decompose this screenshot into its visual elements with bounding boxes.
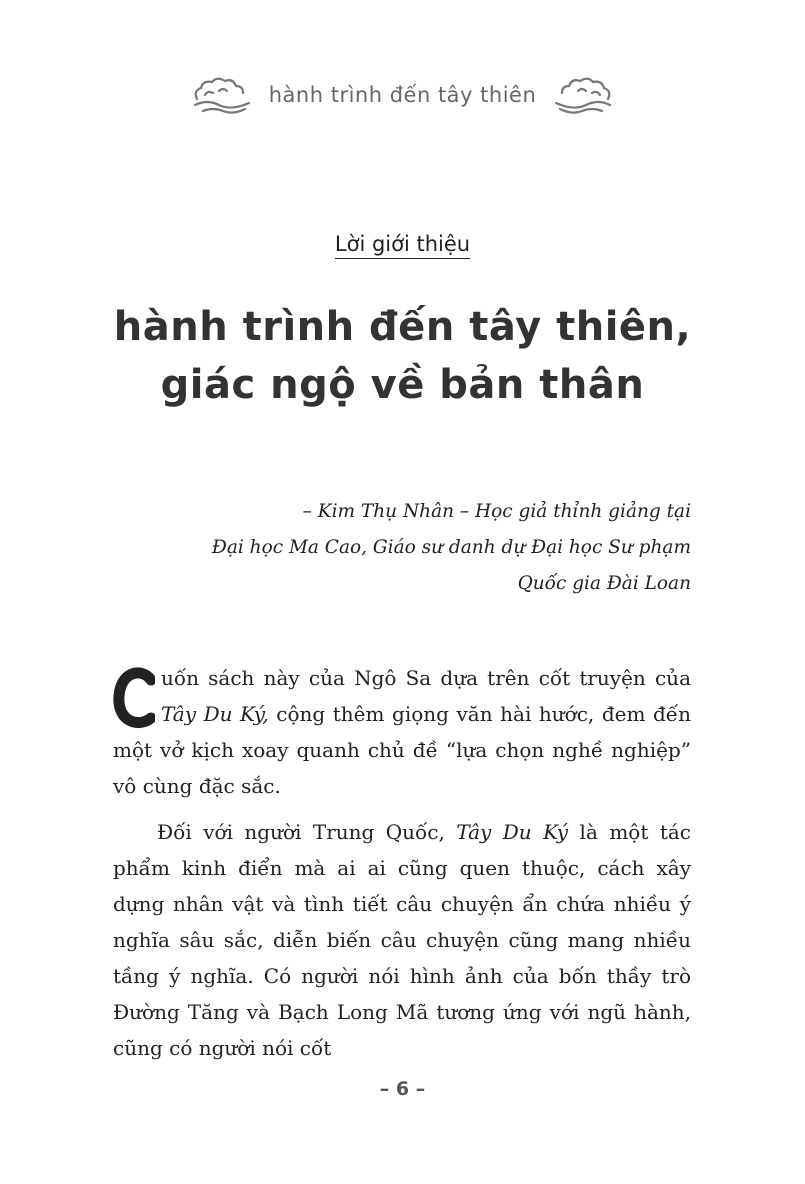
running-header (0, 70, 805, 120)
chapter-title-line-1: hành trình đến tây thiên, (113, 304, 692, 350)
paragraph-2 (113, 814, 691, 1066)
header-title: hành trình đến tây thiên (268, 83, 537, 107)
chapter-title-line-2: giác ngộ về bản thân (160, 362, 645, 408)
chapter-title (0, 298, 805, 414)
section-label-text: Lời giới thiệu (335, 232, 470, 259)
page-number: – 6 – (379, 1078, 426, 1100)
cloud-icon (191, 75, 255, 115)
book-title-italic: Tây Du Ký, (161, 702, 269, 726)
attribution-line-3: Quốc gia Đài Loan (517, 573, 691, 594)
paragraph-1 (113, 660, 691, 804)
paragraph-1-text-b: cộng thêm giọng văn hài hước, đem đến một vở kịch xoay quanh chủ đề “lựa chọn nghề nghiệp” vô cùng đặc sắc. (113, 702, 691, 798)
body-text (113, 660, 691, 1076)
cloud-icon (550, 75, 614, 115)
paragraph-2-text-b: là một tác phẩm kinh điển mà ai ai cũng quen thuộc, cách xây dựng nhân vật và tình tiết câu chuyện ẩn chứa nhiều ý nghĩa sâu sắc, diễn biến câu chuyện cũng mang nhiều tầng ý nghĩa. Có người nói hình ảnh của bốn thầy trò Đường Tăng và Bạch Long Mã tương ứng với ngũ hành, cũng có người nói cốt (113, 820, 691, 1060)
book-title-italic: Tây Du Ký (456, 820, 569, 844)
paragraph-1-text-a: uốn sách này của Ngô Sa dựa trên cốt truyện của (161, 666, 691, 690)
attribution-line-1: – Kim Thụ Nhân – Học giả thỉnh giảng tại (302, 501, 691, 522)
attribution-line-2: Đại học Ma Cao, Giáo sư danh dự Đại học Sư phạm (211, 537, 691, 558)
paragraph-2-text-a: Đối với người Trung Quốc, (157, 820, 457, 844)
dropcap-letter (113, 666, 155, 732)
attribution (131, 494, 691, 602)
section-label (0, 232, 805, 256)
